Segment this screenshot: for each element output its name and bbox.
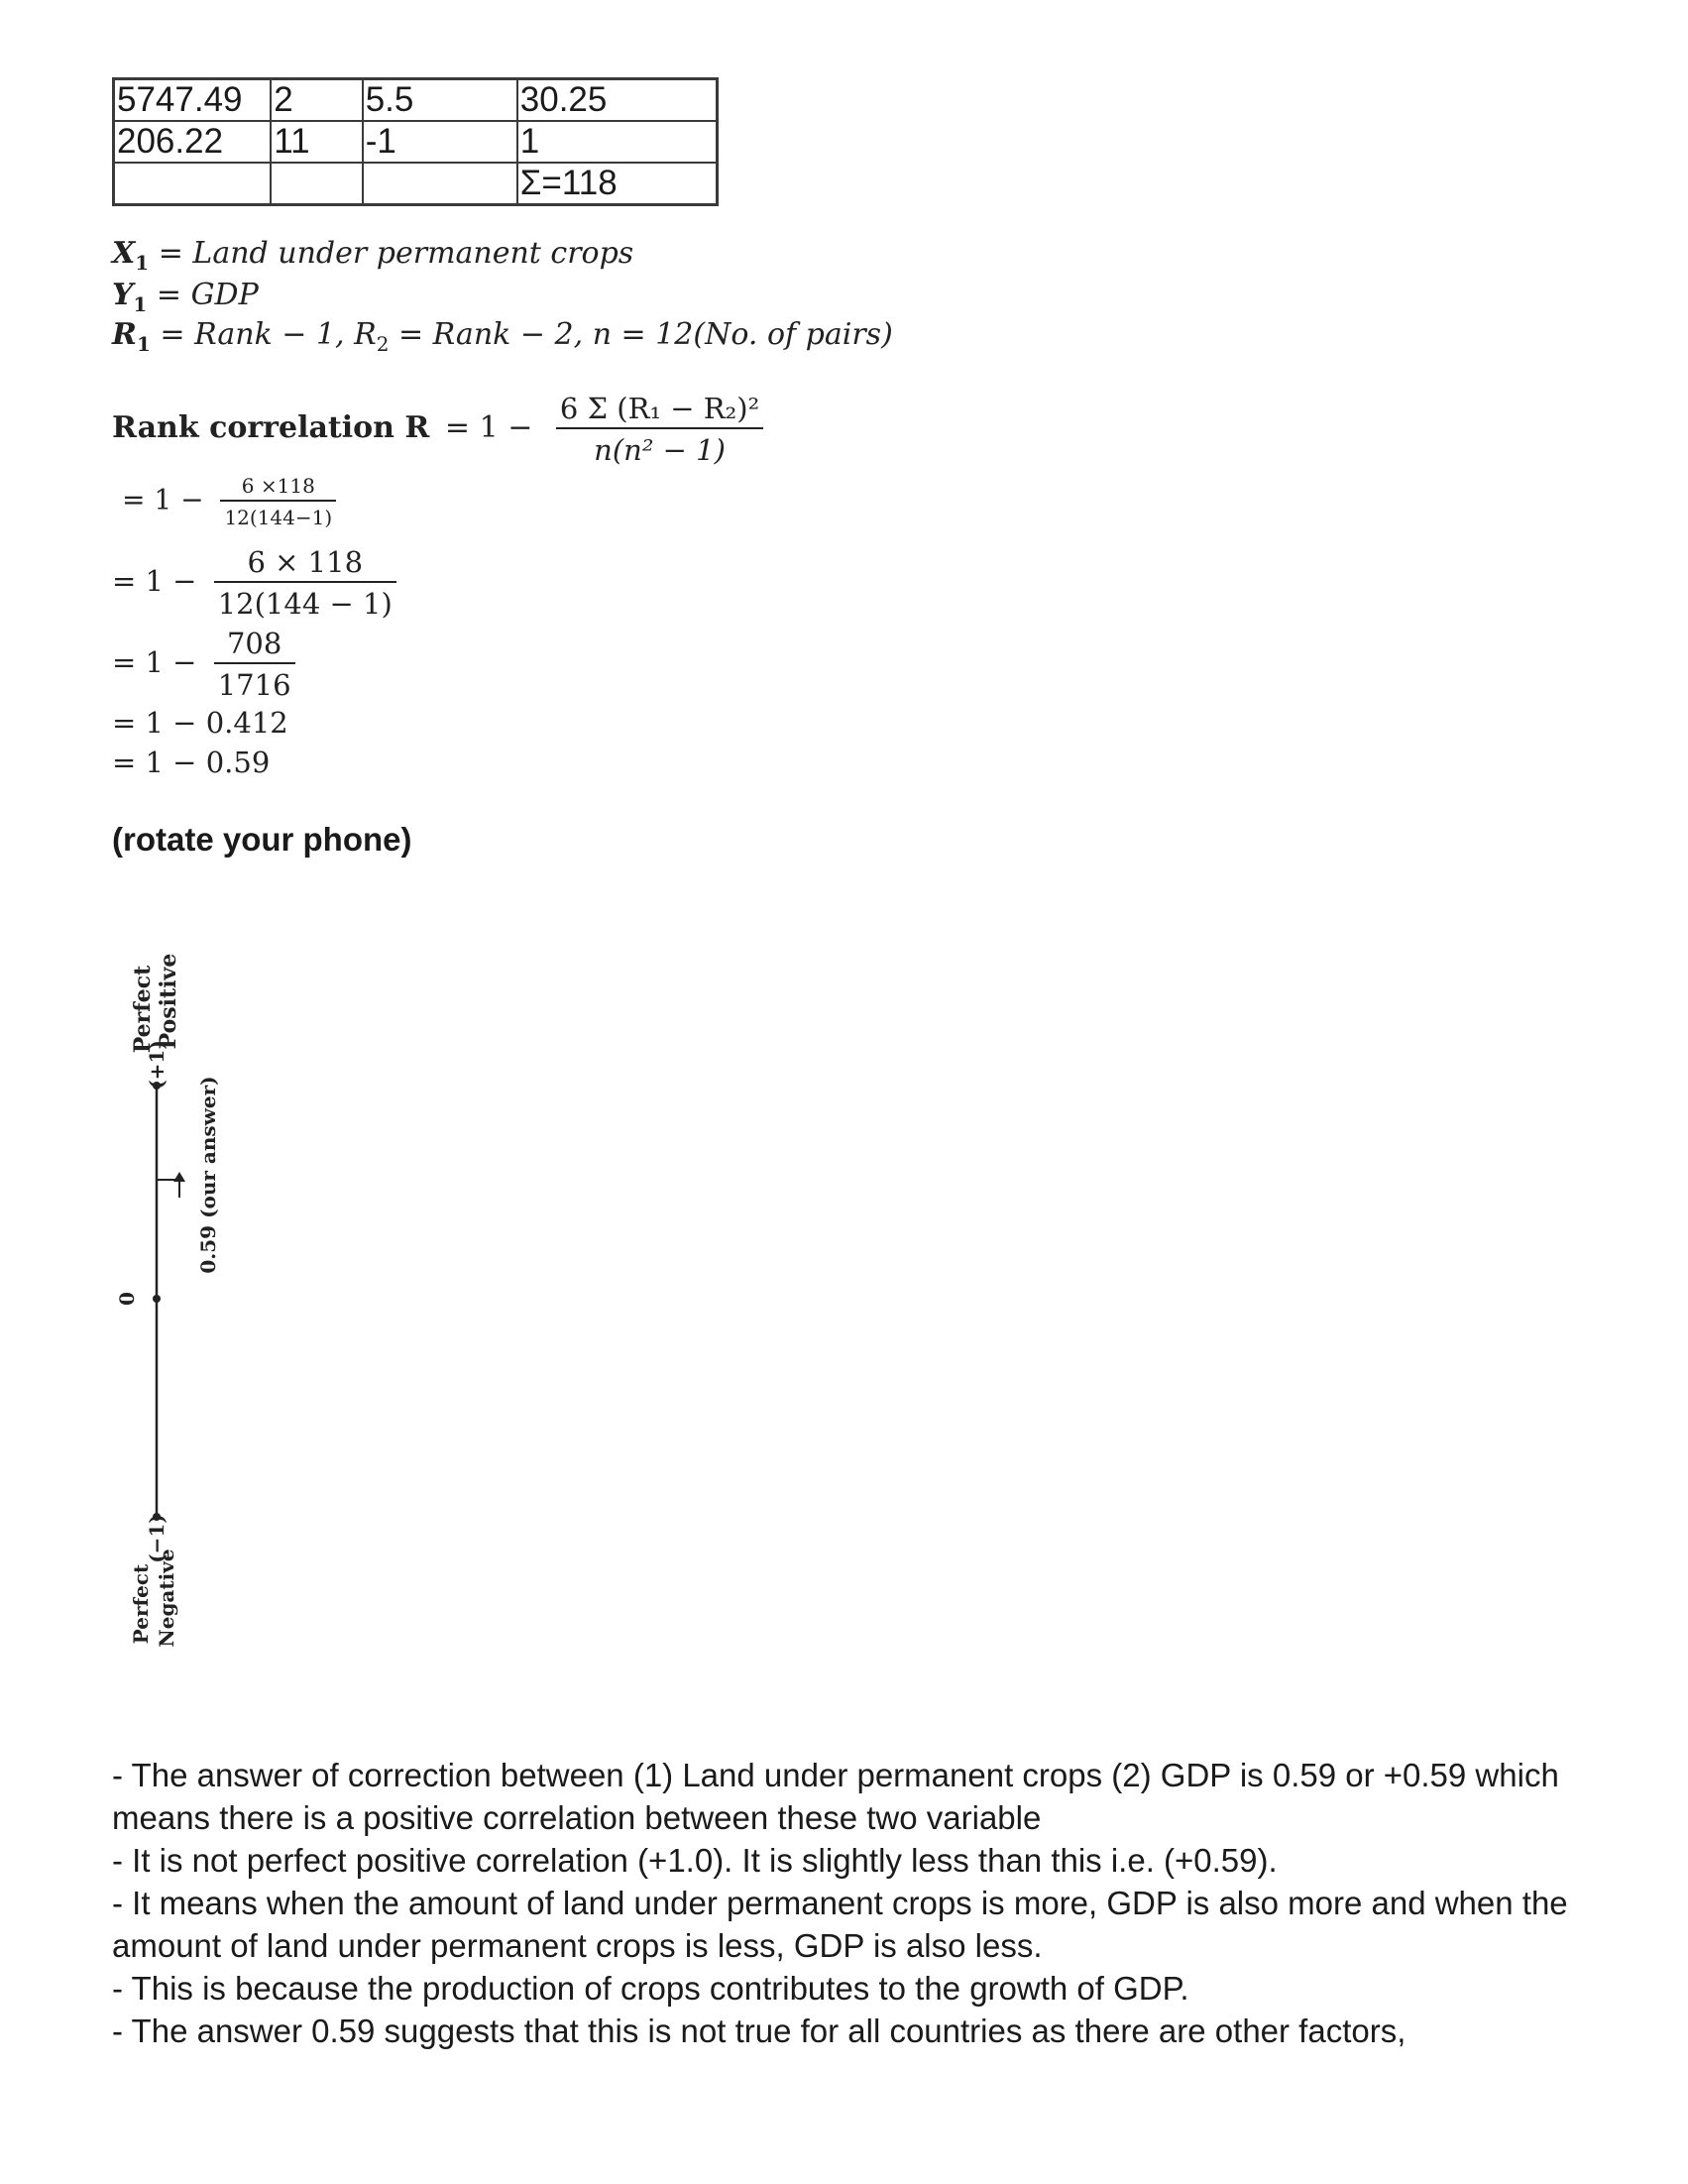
step-3-lhs: = 1 − [112, 645, 197, 679]
rank-formula [112, 392, 763, 467]
ranks-text-end: = Rank − 2, n = 12(No. of pairs) [397, 317, 893, 352]
formula-denominator: n(n² − 1) [556, 427, 763, 467]
bottom-label-perfect: Perfect [129, 1563, 153, 1645]
y1-text: = GDP [156, 278, 259, 312]
answer-label: 0.59 (our answer) [196, 1076, 220, 1274]
x1-symbol: X [112, 236, 136, 271]
step-2 [112, 545, 396, 621]
formula-numerator: 6 Σ (R₁ − R₂)² [559, 392, 760, 425]
plus-one-label: (+1) [145, 1040, 169, 1090]
step-3-numerator: 708 [226, 627, 282, 660]
definition-y1 [112, 278, 259, 316]
table-cell [271, 163, 363, 205]
formula-fraction [556, 392, 763, 467]
r2-subscript: 2 [376, 332, 390, 356]
correlation-scale-svg [112, 892, 271, 1666]
r1-subscript: 1 [136, 332, 151, 356]
note-paragraph: - The answer of correction between (1) Land under permanent crops (2) GDP is 0.59 or +0.59 which means there is a positive correlation between these two variable [112, 1757, 1559, 1836]
top-label-perfect: Perfect [130, 965, 156, 1054]
table-cell [363, 163, 517, 205]
step-5: = 1 − 0.59 [112, 746, 271, 779]
table-cell: 2 [271, 79, 363, 122]
step-3 [112, 627, 295, 702]
table-row [114, 121, 718, 163]
step-3-fraction [214, 627, 295, 702]
table-cell [114, 163, 272, 205]
table-row [114, 163, 718, 205]
step-1-fraction [220, 474, 336, 529]
minus-one-label: (−1) [145, 1514, 169, 1563]
answer-arrow-head [173, 1172, 185, 1182]
step-2-fraction [214, 545, 396, 621]
table-cell: 11 [271, 121, 363, 163]
table-row [114, 79, 718, 122]
step-1-numerator: 6 ×118 [241, 474, 315, 498]
definition-x1 [112, 236, 633, 275]
ranks-text-mid: = Rank − 1, R [160, 317, 377, 352]
step-1-denominator: 12(144−1) [220, 500, 336, 529]
note-paragraph: - It means when the amount of land under permanent crops is more, GDP is also more and when the amount of land under permanent crops is less, GDP is also less. [112, 1885, 1568, 1964]
table-cell: 30.25 [517, 79, 718, 122]
sum-cell: Σ=118 [517, 163, 718, 205]
note-paragraph: - This is because the production of crops contributes to the growth of GDP. [112, 1970, 1189, 2007]
x1-text: = Land under permanent crops [158, 236, 634, 271]
table-cell: 5747.49 [114, 79, 272, 122]
note-paragraph: - The answer 0.59 suggests that this is not true for all countries as there are other factors, [112, 2012, 1407, 2049]
conclusion-notes [112, 1754, 1579, 2052]
table-cell: 1 [517, 121, 718, 163]
zero-point [153, 1295, 161, 1303]
step-2-denominator: 12(144 − 1) [214, 581, 396, 621]
top-label-positive: Positive [156, 953, 181, 1050]
step-3-denominator: 1716 [214, 662, 295, 702]
table-cell: -1 [363, 121, 517, 163]
y1-symbol: Y [112, 278, 134, 312]
formula-lhs: = 1 − [444, 410, 533, 445]
step-2-numerator: 6 × 118 [247, 545, 364, 579]
y1-subscript: 1 [133, 292, 148, 316]
formula-label: Rank correlation R [112, 410, 430, 445]
step-4: = 1 − 0.412 [112, 706, 288, 740]
correlation-scale-figure [112, 892, 271, 1666]
definition-ranks [112, 317, 893, 356]
step-1-lhs: = 1 − [122, 483, 204, 517]
zero-label: 0 [115, 1292, 139, 1306]
step-1 [122, 474, 336, 529]
bottom-label-negative: Negative [155, 1549, 178, 1648]
note-paragraph: - It is not perfect positive correlation (+1.0). It is slightly less than this i.e. (+0.59). [112, 1842, 1278, 1879]
r1-symbol: R [112, 317, 137, 352]
table-cell: 206.22 [114, 121, 272, 163]
x1-subscript: 1 [135, 251, 150, 275]
step-2-lhs: = 1 − [112, 564, 197, 598]
rotate-note: (rotate your phone) [112, 821, 412, 858]
table-cell: 5.5 [363, 79, 517, 122]
rank-table [112, 77, 719, 206]
